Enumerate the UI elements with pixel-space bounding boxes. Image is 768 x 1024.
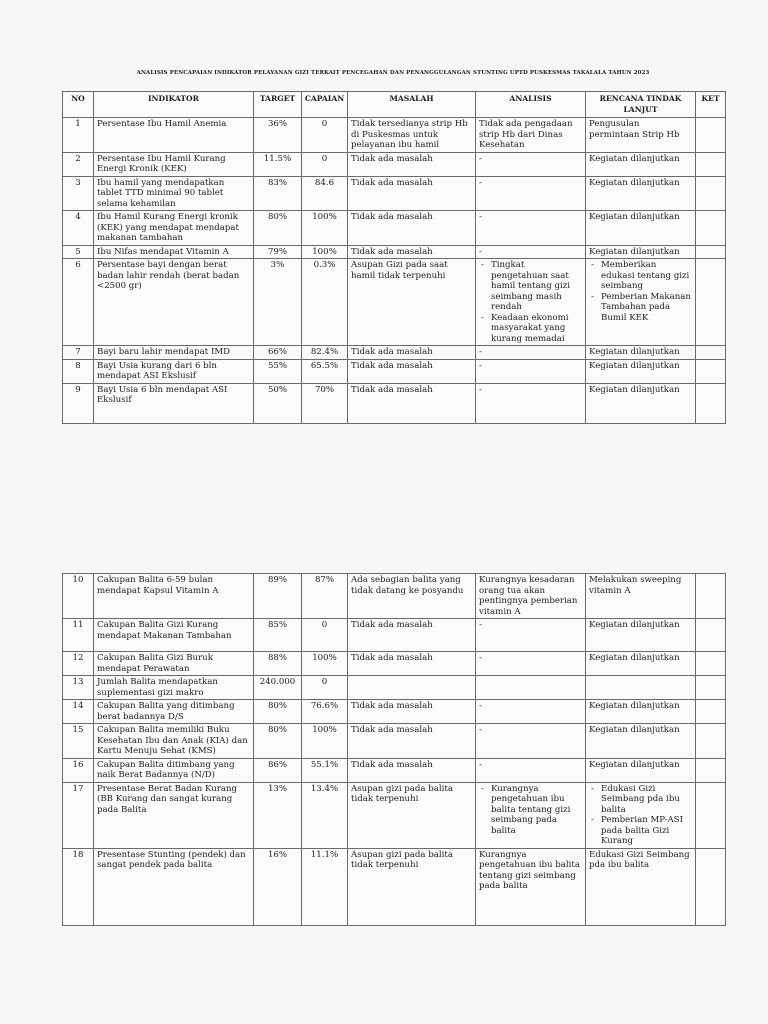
bullet-item: - Tingkat pengetahuan saat hamil tentang gizi seimbang masih rendah — [479, 260, 582, 313]
row-rencana-tindak-lanjut: Kegiatan dilanjutkan — [586, 359, 696, 383]
row-analisis — [476, 676, 586, 700]
row-analisis: Kurangnya kesadaran orang tua akan pentingnya pemberian vitamin A — [476, 574, 586, 619]
row-rencana-tindak-lanjut: Edukasi Gizi Seimbang pda ibu balita — [586, 848, 696, 925]
header-capaian: CAPAIAN — [302, 92, 348, 118]
table-header-row — [63, 92, 726, 118]
bullet-item: - Kurangnya pengetahuan ibu balita tentang gizi seimbang pada balita — [479, 784, 582, 837]
row-target: 16% — [254, 848, 302, 925]
header-indikator: INDIKATOR — [94, 92, 254, 118]
row-analisis — [476, 259, 586, 346]
table-row — [63, 245, 726, 259]
row-analisis: - — [476, 758, 586, 782]
row-indikator: Presentase Stunting (pendek) dan sangat pendek pada balita — [94, 848, 254, 925]
row-no: 12 — [63, 652, 94, 676]
row-rencana-tindak-lanjut: Kegiatan dilanjutkan — [586, 383, 696, 423]
header-target: TARGET — [254, 92, 302, 118]
row-indikator: Jumlah Balita mendapatkan suplementasi gizi makro — [94, 676, 254, 700]
row-analisis: - — [476, 211, 586, 246]
header-masalah: MASALAH — [348, 92, 476, 118]
row-analisis-list — [479, 784, 582, 837]
row-masalah: Tidak ada masalah — [348, 724, 476, 759]
row-target: 85% — [254, 619, 302, 652]
row-indikator: Presentase Berat Badan Kurang (BB Kurang dan sangat kurang pada Balita — [94, 782, 254, 848]
row-rencana-tindak-lanjut: Kegiatan dilanjutkan — [586, 152, 696, 176]
row-target: 86% — [254, 758, 302, 782]
row-target: 88% — [254, 652, 302, 676]
row-analisis-list — [479, 260, 582, 344]
row-capaian: 84.6 — [302, 176, 348, 211]
row-analisis: - — [476, 346, 586, 360]
row-ket — [696, 259, 726, 346]
row-analisis: - — [476, 176, 586, 211]
row-ket — [696, 346, 726, 360]
row-rencana-tindak-lanjut: Kegiatan dilanjutkan — [586, 724, 696, 759]
row-masalah: Tidak ada masalah — [348, 152, 476, 176]
row-no: 4 — [63, 211, 94, 246]
bullet-item: - Memberikan edukasi tentang gizi seimbang — [589, 260, 692, 292]
row-capaian: 65.5% — [302, 359, 348, 383]
row-analisis: Tidak ada pengadaan strip Hb dari Dinas Kesehatan — [476, 118, 586, 153]
row-masalah: Ada sebagian balita yang tidak datang ke posyandu — [348, 574, 476, 619]
row-target: 80% — [254, 211, 302, 246]
table-row — [63, 176, 726, 211]
row-capaian: 70% — [302, 383, 348, 423]
row-analisis: - — [476, 619, 586, 652]
row-rencana-tindak-lanjut: Melakukan sweeping vitamin A — [586, 574, 696, 619]
table-row — [63, 211, 726, 246]
bullet-item: - Edukasi Gizi Seimbang pda ibu balita — [589, 784, 692, 816]
row-capaian: 100% — [302, 652, 348, 676]
row-ket — [696, 700, 726, 724]
row-ket — [696, 211, 726, 246]
row-masalah — [348, 676, 476, 700]
row-no: 10 — [63, 574, 94, 619]
row-rencana-tindak-lanjut — [586, 782, 696, 848]
table-row — [63, 359, 726, 383]
row-masalah: Tidak ada masalah — [348, 652, 476, 676]
row-target: 240.000 — [254, 676, 302, 700]
header-analisis: ANALISIS — [476, 92, 586, 118]
row-target: 66% — [254, 346, 302, 360]
row-capaian: 100% — [302, 211, 348, 246]
row-masalah: Tidak ada masalah — [348, 383, 476, 423]
row-masalah: Tidak ada masalah — [348, 758, 476, 782]
row-no: 11 — [63, 619, 94, 652]
row-no: 1 — [63, 118, 94, 153]
row-indikator: Cakupan Balita 6-59 bulan mendapat Kapsul Vitamin A — [94, 574, 254, 619]
row-indikator: Cakupan Balita yang ditimbang berat badannya D/S — [94, 700, 254, 724]
row-no: 7 — [63, 346, 94, 360]
row-no: 8 — [63, 359, 94, 383]
table-row — [63, 259, 726, 346]
row-ket — [696, 245, 726, 259]
row-indikator: Cakupan Balita memiliki Buku Kesehatan Ibu dan Anak (KIA) dan Kartu Menuju Sehat (KMS) — [94, 724, 254, 759]
header-ket: KET — [696, 92, 726, 118]
row-rencana-tindak-lanjut: Kegiatan dilanjutkan — [586, 245, 696, 259]
row-masalah: Tidak ada masalah — [348, 211, 476, 246]
row-rencana-tindak-lanjut: Pengusulan permintaan Strip Hb — [586, 118, 696, 153]
row-target: 80% — [254, 724, 302, 759]
row-capaian: 0 — [302, 676, 348, 700]
row-masalah: Tidak ada masalah — [348, 359, 476, 383]
row-ket — [696, 118, 726, 153]
row-rencana-tindak-lanjut: Kegiatan dilanjutkan — [586, 758, 696, 782]
row-rencana-tindak-lanjut-list — [589, 260, 692, 323]
row-masalah: Tidak ada masalah — [348, 245, 476, 259]
row-analisis: - — [476, 652, 586, 676]
row-masalah: Tidak ada masalah — [348, 176, 476, 211]
row-masalah: Asupan gizi pada balita tidak terpenuhi — [348, 782, 476, 848]
row-analisis — [476, 782, 586, 848]
row-analisis: - — [476, 383, 586, 423]
row-rencana-tindak-lanjut: Kegiatan dilanjutkan — [586, 346, 696, 360]
row-capaian: 100% — [302, 245, 348, 259]
table-row — [63, 724, 726, 759]
table-row — [63, 758, 726, 782]
table-row — [63, 848, 726, 925]
row-masalah: Asupan gizi pada balita tidak terpenuhi — [348, 848, 476, 925]
row-rencana-tindak-lanjut: Kegiatan dilanjutkan — [586, 211, 696, 246]
row-target: 36% — [254, 118, 302, 153]
row-ket — [696, 848, 726, 925]
row-analisis: - — [476, 152, 586, 176]
row-rencana-tindak-lanjut: Kegiatan dilanjutkan — [586, 619, 696, 652]
row-no: 16 — [63, 758, 94, 782]
row-no: 3 — [63, 176, 94, 211]
row-no: 2 — [63, 152, 94, 176]
row-indikator: Ibu hamil yang mendapatkan tablet TTD minimal 90 tablet selama kehamilan — [94, 176, 254, 211]
row-masalah: Asupan Gizi pada saat hamil tidak terpenuhi — [348, 259, 476, 346]
table-row — [63, 652, 726, 676]
table-row — [63, 782, 726, 848]
document-title: ANALISIS PENCAPAIAN INDIKATOR PELAYANAN GIZI TERKAIT PENCEGAHAN DAN PENANGGULANGAN STUNTING UPTD PUSKESMAS TAKALALA TAHUN 2023 — [136, 70, 650, 76]
row-analisis: - — [476, 724, 586, 759]
row-ket — [696, 152, 726, 176]
row-analisis: - — [476, 700, 586, 724]
row-capaian: 0.3% — [302, 259, 348, 346]
row-indikator: Cakupan Balita Gizi Buruk mendapat Perawatan — [94, 652, 254, 676]
row-capaian: 76.6% — [302, 700, 348, 724]
row-indikator: Cakupan Balita Gizi Kurang mendapat Makanan Tambahan — [94, 619, 254, 652]
row-masalah: Tidak tersedianya strip Hb di Puskesmas untuk pelayanan ibu hamil — [348, 118, 476, 153]
row-capaian: 0 — [302, 619, 348, 652]
indicator-table-page2 — [62, 573, 726, 926]
table-row — [63, 118, 726, 153]
row-capaian: 55.1% — [302, 758, 348, 782]
row-indikator: Bayi Usia 6 bln mendapat ASI Ekslusif — [94, 383, 254, 423]
row-indikator: Ibu Nifas mendapat Vitamin A — [94, 245, 254, 259]
row-no: 5 — [63, 245, 94, 259]
row-rencana-tindak-lanjut — [586, 676, 696, 700]
row-masalah: Tidak ada masalah — [348, 700, 476, 724]
row-capaian: 13.4% — [302, 782, 348, 848]
row-capaian: 11.1% — [302, 848, 348, 925]
table-row — [63, 574, 726, 619]
row-masalah: Tidak ada masalah — [348, 619, 476, 652]
row-target: 13% — [254, 782, 302, 848]
row-no: 14 — [63, 700, 94, 724]
row-no: 15 — [63, 724, 94, 759]
row-capaian: 0 — [302, 118, 348, 153]
row-ket — [696, 782, 726, 848]
row-masalah: Tidak ada masalah — [348, 346, 476, 360]
row-rencana-tindak-lanjut-list — [589, 784, 692, 847]
row-ket — [696, 724, 726, 759]
row-indikator: Persentase bayi dengan berat badan lahir rendah (berat badan <2500 gr) — [94, 259, 254, 346]
row-indikator: Persentase Ibu Hamil Kurang Energi Kronik (KEK) — [94, 152, 254, 176]
row-rencana-tindak-lanjut: Kegiatan dilanjutkan — [586, 652, 696, 676]
bullet-item: - Keadaan ekonomi masyarakat yang kurang memadai — [479, 313, 582, 345]
row-capaian: 82.4% — [302, 346, 348, 360]
table-row — [63, 383, 726, 423]
row-ket — [696, 359, 726, 383]
row-no: 6 — [63, 259, 94, 346]
row-analisis: - — [476, 245, 586, 259]
row-target: 55% — [254, 359, 302, 383]
bullet-item: - Pemberian MP-ASI pada balita Gizi Kurang — [589, 815, 692, 847]
row-ket — [696, 574, 726, 619]
table-row — [63, 619, 726, 652]
row-rencana-tindak-lanjut: Kegiatan dilanjutkan — [586, 176, 696, 211]
row-indikator: Bayi baru lahir mendapat IMD — [94, 346, 254, 360]
row-ket — [696, 619, 726, 652]
indicator-table-page1 — [62, 91, 726, 424]
row-no: 18 — [63, 848, 94, 925]
row-ket — [696, 383, 726, 423]
header-no: NO — [63, 92, 94, 118]
row-target: 3% — [254, 259, 302, 346]
row-target: 83% — [254, 176, 302, 211]
row-indikator: Cakupan Balita ditimbang yang naik Berat Badannya (N/D) — [94, 758, 254, 782]
row-ket — [696, 652, 726, 676]
row-capaian: 0 — [302, 152, 348, 176]
table-row — [63, 152, 726, 176]
row-target: 89% — [254, 574, 302, 619]
bullet-item: - Pemberian Makanan Tambahan pada Bumil KEK — [589, 292, 692, 324]
row-no: 17 — [63, 782, 94, 848]
row-rencana-tindak-lanjut — [586, 259, 696, 346]
row-capaian: 100% — [302, 724, 348, 759]
row-target: 11.5% — [254, 152, 302, 176]
row-target: 50% — [254, 383, 302, 423]
row-target: 79% — [254, 245, 302, 259]
header-rencana-tindak-lanjut: RENCANA TINDAK LANJUT — [586, 92, 696, 118]
table-row — [63, 676, 726, 700]
row-ket — [696, 758, 726, 782]
row-rencana-tindak-lanjut: Kegiatan dilanjutkan — [586, 700, 696, 724]
row-indikator: Bayi Usia kurang dari 6 bln mendapat ASI Ekslusif — [94, 359, 254, 383]
row-analisis: Kurangnya pengetahuan ibu balita tentang gizi seimbang pada balita — [476, 848, 586, 925]
row-no: 13 — [63, 676, 94, 700]
row-capaian: 87% — [302, 574, 348, 619]
table-row — [63, 700, 726, 724]
row-target: 80% — [254, 700, 302, 724]
row-no: 9 — [63, 383, 94, 423]
table-row — [63, 346, 726, 360]
row-ket — [696, 676, 726, 700]
row-ket — [696, 176, 726, 211]
row-indikator: Persentase Ibu Hamil Anemia — [94, 118, 254, 153]
row-analisis: - — [476, 359, 586, 383]
row-indikator: Ibu Hamil Kurang Energi kronik (KEK) yang mendapat mendapat makanan tambahan — [94, 211, 254, 246]
